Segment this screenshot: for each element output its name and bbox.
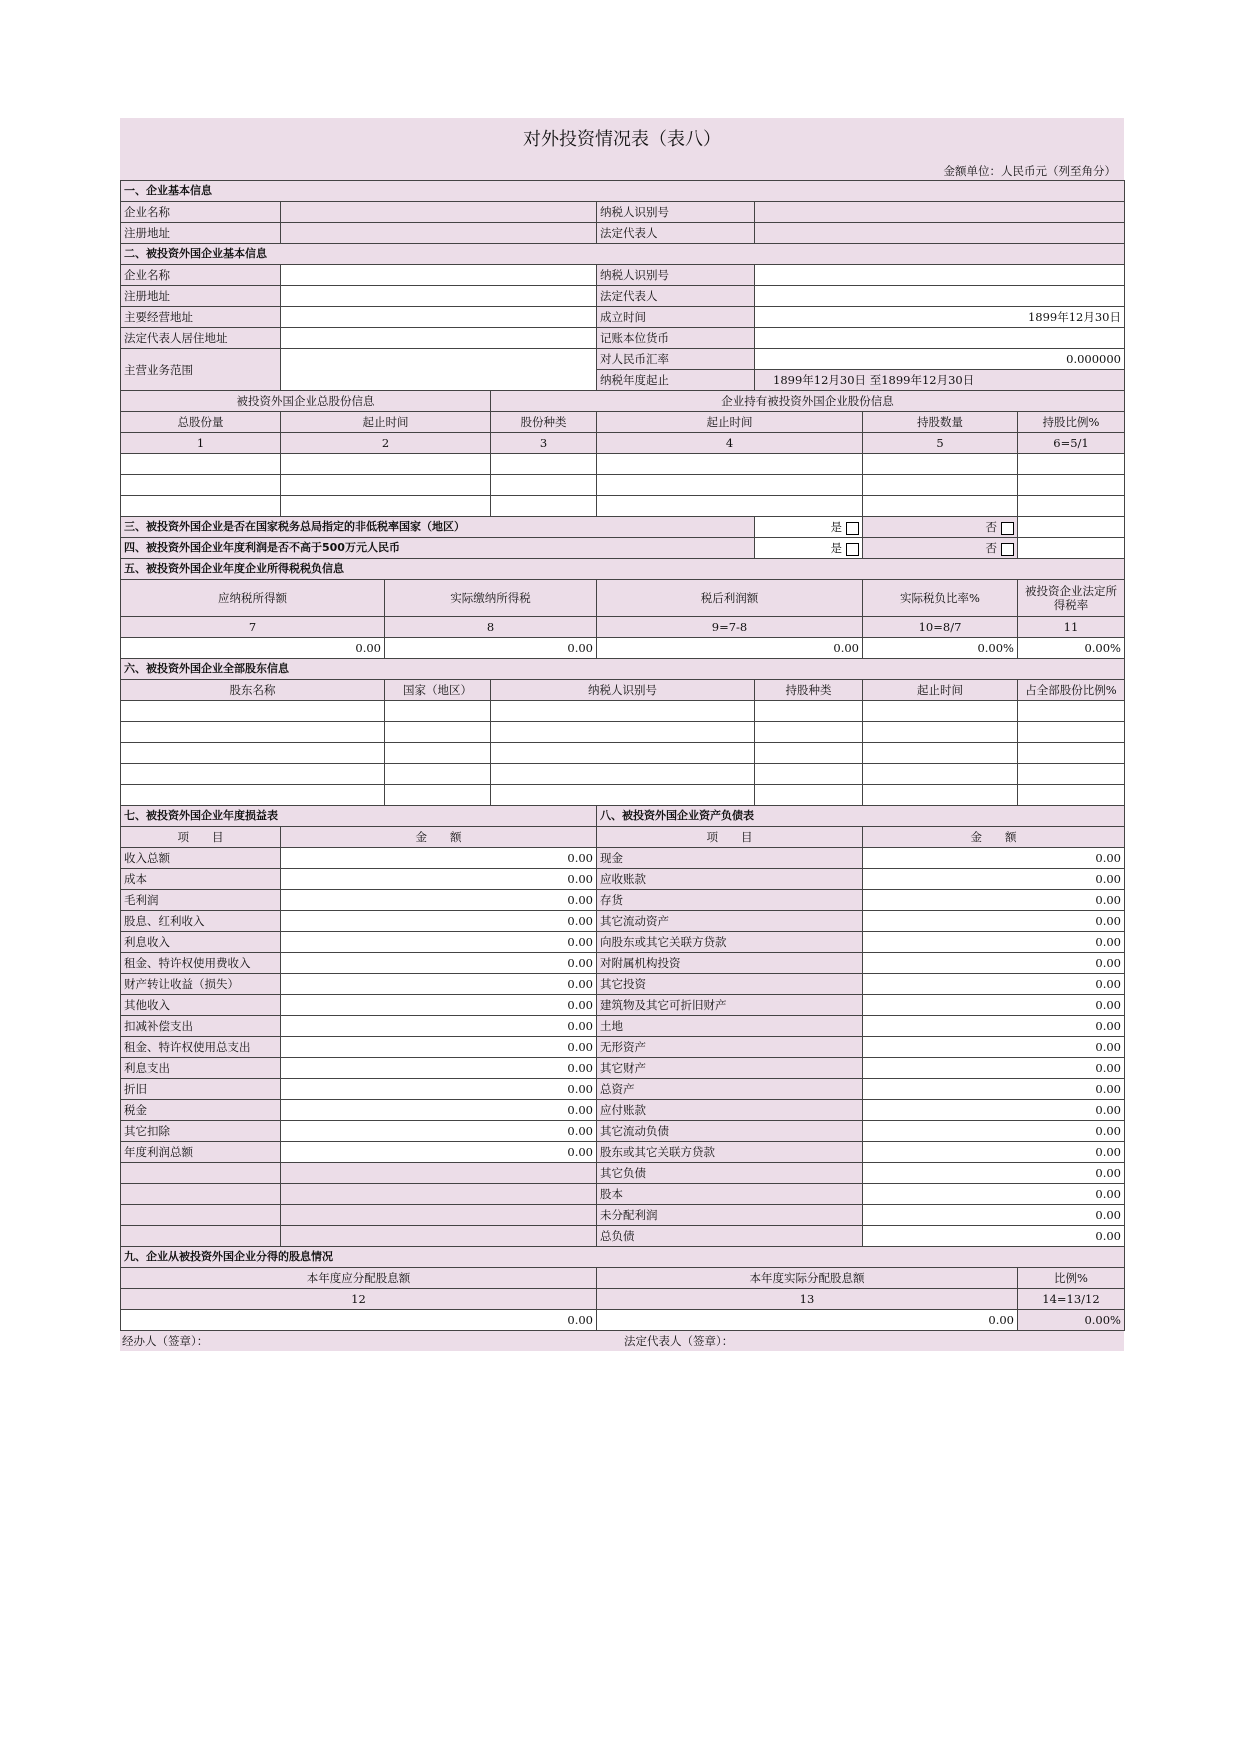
no-checkbox[interactable] — [1001, 543, 1014, 556]
pl-item-label: 利息支出 — [121, 1058, 281, 1079]
label-legal-rep: 法定代表人 — [597, 223, 755, 244]
pl-item-label: 年度利润总额 — [121, 1142, 281, 1163]
statement-row — [121, 848, 1125, 869]
dividend-ratio-value[interactable]: 0.00% — [1018, 1310, 1125, 1331]
signature-footer — [120, 1331, 1124, 1351]
statement-row — [121, 1121, 1125, 1142]
bs-item-value[interactable]: 0.00 — [863, 1226, 1125, 1247]
cell[interactable] — [491, 475, 597, 496]
cell[interactable] — [121, 701, 385, 722]
section-9-heading: 九、企业从被投资外国企业分得的股息情况 — [121, 1247, 1125, 1268]
statement-row — [121, 1058, 1125, 1079]
col-dividend-actual: 本年度实际分配股息额 — [597, 1268, 1018, 1289]
statement-row — [121, 1016, 1125, 1037]
bs-item-label: 未分配利润 — [597, 1205, 863, 1226]
foreign-company-name-field[interactable] — [281, 265, 597, 286]
label-company-name: 企业名称 — [121, 202, 281, 223]
col-total-shares: 总股份量 — [121, 412, 281, 433]
cell[interactable] — [1018, 743, 1125, 764]
pl-item-label: 租金、特许权使用费收入 — [121, 953, 281, 974]
pl-item-value[interactable]: 0.00 — [281, 1058, 597, 1079]
label-foreign-registered-address: 注册地址 — [121, 286, 281, 307]
form-table — [120, 180, 1125, 1331]
col-taxable-income: 应纳税所得额 — [121, 580, 385, 617]
col-sh-taxpayer-id: 纳税人识别号 — [491, 680, 755, 701]
cell[interactable] — [121, 722, 385, 743]
cell[interactable] — [863, 722, 1018, 743]
label-establish-date: 成立时间 — [597, 307, 755, 328]
bs-item-label: 存货 — [597, 890, 863, 911]
statement-row — [121, 911, 1125, 932]
rep-residence-field[interactable] — [281, 328, 597, 349]
shareholder-row — [121, 701, 1125, 722]
num-10: 10=8/7 — [863, 617, 1018, 638]
bs-item-value[interactable]: 0.00 — [863, 995, 1125, 1016]
bs-item-value[interactable]: 0.00 — [863, 1205, 1125, 1226]
cell[interactable] — [755, 743, 863, 764]
bs-item-label: 总负债 — [597, 1226, 863, 1247]
statement-row — [121, 932, 1125, 953]
label-registered-address: 注册地址 — [121, 223, 281, 244]
foreign-registered-address-field[interactable] — [281, 286, 597, 307]
bs-item-value[interactable]: 0.00 — [863, 911, 1125, 932]
yes-checkbox[interactable] — [846, 543, 859, 556]
pl-item-value[interactable]: 0.00 — [281, 911, 597, 932]
bs-item-value[interactable]: 0.00 — [863, 890, 1125, 911]
col-tax-ratio: 实际税负比率% — [863, 580, 1018, 617]
bs-item-label: 股本 — [597, 1184, 863, 1205]
statement-row — [121, 995, 1125, 1016]
pl-item-label: 收入总额 — [121, 848, 281, 869]
bs-item-value[interactable]: 0.00 — [863, 869, 1125, 890]
col-share-type: 股份种类 — [491, 412, 597, 433]
tax-paid-value[interactable]: 0.00 — [385, 638, 597, 659]
registered-address-field[interactable] — [281, 223, 597, 244]
handler-signature: 经办人（签章）： — [122, 1334, 209, 1348]
col-share-count: 持股数量 — [863, 412, 1018, 433]
pl-item-value — [281, 1205, 597, 1226]
col-dividend-ratio: 比例% — [1018, 1268, 1125, 1289]
cell[interactable] — [281, 454, 491, 475]
bs-item-label: 其它负债 — [597, 1163, 863, 1184]
bs-item-value[interactable]: 0.00 — [863, 953, 1125, 974]
pl-item-label — [121, 1163, 281, 1184]
bs-item-value[interactable]: 0.00 — [863, 1016, 1125, 1037]
section-6-heading: 六、被投资外国企业全部股东信息 — [121, 659, 1125, 680]
statement-row — [121, 974, 1125, 995]
col-period-2: 起止时间 — [597, 412, 863, 433]
col-country: 国家（地区） — [385, 680, 491, 701]
col-sh-period: 起止时间 — [863, 680, 1018, 701]
legal-rep-field[interactable] — [755, 223, 1125, 244]
shares-row — [121, 454, 1125, 475]
bs-item-label: 土地 — [597, 1016, 863, 1037]
bs-item-label: 对附属机构投资 — [597, 953, 863, 974]
cell[interactable] — [281, 475, 491, 496]
col-holding-type: 持股种类 — [755, 680, 863, 701]
bs-item-value[interactable]: 0.00 — [863, 1037, 1125, 1058]
label-main-address: 主要经营地址 — [121, 307, 281, 328]
shareholder-row — [121, 785, 1125, 806]
bs-item-label: 其它流动资产 — [597, 911, 863, 932]
cell[interactable] — [491, 764, 755, 785]
pl-item-label: 成本 — [121, 869, 281, 890]
bs-item-value[interactable]: 0.00 — [863, 1121, 1125, 1142]
cell[interactable] — [121, 496, 281, 517]
taxable-income-value[interactable]: 0.00 — [121, 638, 385, 659]
section-7-heading: 七、被投资外国企业年度损益表 — [121, 806, 597, 827]
pl-item-value[interactable]: 0.00 — [281, 932, 597, 953]
cell[interactable] — [1018, 475, 1125, 496]
bs-item-value[interactable]: 0.00 — [863, 932, 1125, 953]
cell[interactable] — [491, 722, 755, 743]
statement-row — [121, 1142, 1125, 1163]
cell[interactable] — [863, 743, 1018, 764]
statement-row — [121, 1037, 1125, 1058]
label-exchange-rate: 对人民币汇率 — [597, 349, 755, 370]
pl-item-value[interactable]: 0.00 — [281, 890, 597, 911]
pl-item-value[interactable]: 0.00 — [281, 995, 597, 1016]
bs-item-label: 其它流动负债 — [597, 1121, 863, 1142]
label-foreign-taxpayer-id: 纳税人识别号 — [597, 265, 755, 286]
num-4: 4 — [597, 433, 863, 454]
s3-yes-option[interactable] — [755, 517, 863, 538]
num-3: 3 — [491, 433, 597, 454]
cell[interactable] — [281, 496, 491, 517]
statutory-rate-value[interactable]: 0.00% — [1018, 638, 1125, 659]
label-rep-residence: 法定代表人居住地址 — [121, 328, 281, 349]
cell[interactable] — [1018, 764, 1125, 785]
shares-row — [121, 475, 1125, 496]
pl-item-value[interactable]: 0.00 — [281, 974, 597, 995]
cell[interactable] — [863, 785, 1018, 806]
pl-item-value[interactable]: 0.00 — [281, 953, 597, 974]
bs-item-value[interactable]: 0.00 — [863, 1184, 1125, 1205]
shareholder-row — [121, 743, 1125, 764]
currency-field[interactable] — [755, 328, 1125, 349]
company-name-field[interactable] — [281, 202, 597, 223]
col-tax-paid: 实际缴纳所得税 — [385, 580, 597, 617]
col-sh-ratio: 占全部股份比例% — [1018, 680, 1125, 701]
bs-item-value[interactable]: 0.00 — [863, 848, 1125, 869]
pl-item-label: 租金、特许权使用总支出 — [121, 1037, 281, 1058]
dividend-actual-value[interactable]: 0.00 — [597, 1310, 1018, 1331]
s4-yes-option[interactable] — [755, 538, 863, 559]
main-address-field[interactable] — [281, 307, 597, 328]
bs-item-label: 应付账款 — [597, 1100, 863, 1121]
cell[interactable] — [491, 701, 755, 722]
label-currency: 记账本位货币 — [597, 328, 755, 349]
bs-item-label: 股东或其它关联方贷款 — [597, 1142, 863, 1163]
yes-label: 是 — [830, 541, 842, 555]
cell[interactable] — [1018, 454, 1125, 475]
pl-item-value — [281, 1184, 597, 1205]
bs-item-label: 建筑物及其它可折旧财产 — [597, 995, 863, 1016]
bs-item-value[interactable]: 0.00 — [863, 1079, 1125, 1100]
pl-item-value[interactable]: 0.00 — [281, 869, 597, 890]
cell[interactable] — [385, 764, 491, 785]
bs-item-value[interactable]: 0.00 — [863, 974, 1125, 995]
bs-item-value[interactable]: 0.00 — [863, 1058, 1125, 1079]
pl-item-label: 毛利润 — [121, 890, 281, 911]
bs-item-label: 无形资产 — [597, 1037, 863, 1058]
pl-item-label — [121, 1226, 281, 1247]
no-checkbox[interactable] — [1001, 522, 1014, 535]
cell[interactable] — [121, 785, 385, 806]
pl-amount-header: 金 额 — [281, 827, 597, 848]
shareholder-row — [121, 722, 1125, 743]
pl-item-value[interactable]: 0.00 — [281, 1142, 597, 1163]
tax-year-field[interactable]: 1899年12月30日 至1899年12月30日 — [755, 370, 1125, 391]
pl-item-value[interactable]: 0.00 — [281, 848, 597, 869]
pl-item-label: 税金 — [121, 1100, 281, 1121]
establish-date-field[interactable]: 1899年12月30日 — [755, 307, 1125, 328]
pl-item-label: 折旧 — [121, 1079, 281, 1100]
cell[interactable] — [597, 454, 863, 475]
cell[interactable] — [863, 475, 1018, 496]
foreign-taxpayer-id-field[interactable] — [755, 265, 1125, 286]
pl-item-value[interactable]: 0.00 — [281, 1121, 597, 1142]
shareholder-row — [121, 764, 1125, 785]
s4-no-option[interactable] — [863, 538, 1018, 559]
pl-item-label: 利息收入 — [121, 932, 281, 953]
num-11: 11 — [1018, 617, 1125, 638]
statement-row — [121, 953, 1125, 974]
cell[interactable] — [863, 764, 1018, 785]
dividend-due-value[interactable]: 0.00 — [121, 1310, 597, 1331]
label-tax-year: 纳税年度起止 — [597, 370, 755, 391]
section-8-heading: 八、被投资外国企业资产负债表 — [597, 806, 1125, 827]
bs-item-label: 其它财产 — [597, 1058, 863, 1079]
cell[interactable] — [863, 496, 1018, 517]
cell[interactable] — [385, 785, 491, 806]
pl-item-label — [121, 1205, 281, 1226]
pl-item-label: 财产转让收益（损失） — [121, 974, 281, 995]
cell[interactable] — [385, 701, 491, 722]
s3-no-option[interactable] — [863, 517, 1018, 538]
label-taxpayer-id: 纳税人识别号 — [597, 202, 755, 223]
bs-item-value[interactable]: 0.00 — [863, 1100, 1125, 1121]
bs-item-label: 总资产 — [597, 1079, 863, 1100]
statement-row — [121, 1079, 1125, 1100]
section-1-heading: 一、企业基本信息 — [121, 181, 1125, 202]
cell[interactable] — [597, 496, 863, 517]
bs-item-label: 向股东或其它关联方贷款 — [597, 932, 863, 953]
cell[interactable] — [385, 722, 491, 743]
section-3-heading: 三、被投资外国企业是否在国家税务总局指定的非低税率国家（地区） — [121, 517, 755, 538]
bs-item-value[interactable]: 0.00 — [863, 1142, 1125, 1163]
section-5-heading: 五、被投资外国企业年度企业所得税税负信息 — [121, 559, 1125, 580]
blank-cell — [1018, 538, 1125, 559]
foreign-legal-rep-field[interactable] — [755, 286, 1125, 307]
bs-item-header: 项 目 — [597, 827, 863, 848]
cell[interactable] — [491, 743, 755, 764]
pl-item-value — [281, 1226, 597, 1247]
cell[interactable] — [121, 475, 281, 496]
cell[interactable] — [755, 722, 863, 743]
pl-item-label: 扣减补偿支出 — [121, 1016, 281, 1037]
num-13: 13 — [597, 1289, 1018, 1310]
label-foreign-company-name: 企业名称 — [121, 265, 281, 286]
cell[interactable] — [863, 454, 1018, 475]
pl-item-label: 其它扣除 — [121, 1121, 281, 1142]
statement-row — [121, 1226, 1125, 1247]
bs-item-label: 其它投资 — [597, 974, 863, 995]
taxpayer-id-field[interactable] — [755, 202, 1125, 223]
cell[interactable] — [863, 701, 1018, 722]
statement-row — [121, 1163, 1125, 1184]
cell[interactable] — [1018, 496, 1125, 517]
bs-amount-header: 金 额 — [863, 827, 1125, 848]
pl-item-value[interactable]: 0.00 — [281, 1016, 597, 1037]
investment-form — [120, 118, 1124, 1351]
num-2: 2 — [281, 433, 491, 454]
tax-ratio-value[interactable]: 0.00% — [863, 638, 1018, 659]
label-business-scope: 主营业务范围 — [121, 349, 281, 391]
num-14: 14=13/12 — [1018, 1289, 1125, 1310]
no-label: 否 — [985, 520, 997, 534]
num-9: 9=7-8 — [597, 617, 863, 638]
label-foreign-legal-rep: 法定代表人 — [597, 286, 755, 307]
bs-item-label: 现金 — [597, 848, 863, 869]
bs-item-label: 应收账款 — [597, 869, 863, 890]
cell[interactable] — [491, 785, 755, 806]
statement-row — [121, 869, 1125, 890]
num-7: 7 — [121, 617, 385, 638]
cell[interactable] — [491, 454, 597, 475]
section-2-heading: 二、被投资外国企业基本信息 — [121, 244, 1125, 265]
no-label: 否 — [985, 541, 997, 555]
col-period-1: 起止时间 — [281, 412, 491, 433]
shares-row — [121, 496, 1125, 517]
cell[interactable] — [121, 454, 281, 475]
yes-label: 是 — [830, 520, 842, 534]
cell[interactable] — [121, 743, 385, 764]
pl-item-label: 股息、红利收入 — [121, 911, 281, 932]
legal-rep-signature: 法定代表人（签章）： — [624, 1334, 734, 1348]
col-dividend-due: 本年度应分配股息额 — [121, 1268, 597, 1289]
col-statutory-rate: 被投资企业法定所得税率 — [1018, 580, 1125, 617]
pl-item-value[interactable]: 0.00 — [281, 1079, 597, 1100]
statement-row — [121, 1184, 1125, 1205]
col-share-ratio: 持股比例% — [1018, 412, 1125, 433]
section-4-heading: 四、被投资外国企业年度利润是否不高于500万元人民币 — [121, 538, 755, 559]
col-shareholder-name: 股东名称 — [121, 680, 385, 701]
num-1: 1 — [121, 433, 281, 454]
pl-item-header: 项 目 — [121, 827, 281, 848]
num-5: 5 — [863, 433, 1018, 454]
cell[interactable] — [1018, 785, 1125, 806]
yes-checkbox[interactable] — [846, 522, 859, 535]
pl-item-label: 其他收入 — [121, 995, 281, 1016]
statement-row — [121, 1100, 1125, 1121]
statement-row — [121, 1205, 1125, 1226]
num-8: 8 — [385, 617, 597, 638]
col-after-tax-profit: 税后利润额 — [597, 580, 863, 617]
cell[interactable] — [121, 764, 385, 785]
group-total-shares: 被投资外国企业总股份信息 — [121, 391, 491, 412]
cell[interactable] — [1018, 701, 1125, 722]
blank-cell — [1018, 517, 1125, 538]
after-tax-profit-value[interactable]: 0.00 — [597, 638, 863, 659]
cell[interactable] — [385, 743, 491, 764]
statement-row — [121, 890, 1125, 911]
group-held-shares: 企业持有被投资外国企业股份信息 — [491, 391, 1125, 412]
pl-item-value — [281, 1163, 597, 1184]
cell[interactable] — [597, 475, 863, 496]
exchange-rate-field[interactable]: 0.000000 — [755, 349, 1125, 370]
cell[interactable] — [1018, 722, 1125, 743]
cell[interactable] — [755, 764, 863, 785]
cell[interactable] — [755, 701, 863, 722]
business-scope-field[interactable] — [281, 349, 597, 391]
bs-item-value[interactable]: 0.00 — [863, 1163, 1125, 1184]
num-6: 6=5/1 — [1018, 433, 1125, 454]
pl-item-value[interactable]: 0.00 — [281, 1100, 597, 1121]
num-12: 12 — [121, 1289, 597, 1310]
cell[interactable] — [491, 496, 597, 517]
cell[interactable] — [755, 785, 863, 806]
currency-unit-note: 金额单位：人民币元（列至角分） — [120, 162, 1124, 180]
form-title: 对外投资情况表（表八） — [120, 118, 1124, 162]
pl-item-value[interactable]: 0.00 — [281, 1037, 597, 1058]
pl-item-label — [121, 1184, 281, 1205]
